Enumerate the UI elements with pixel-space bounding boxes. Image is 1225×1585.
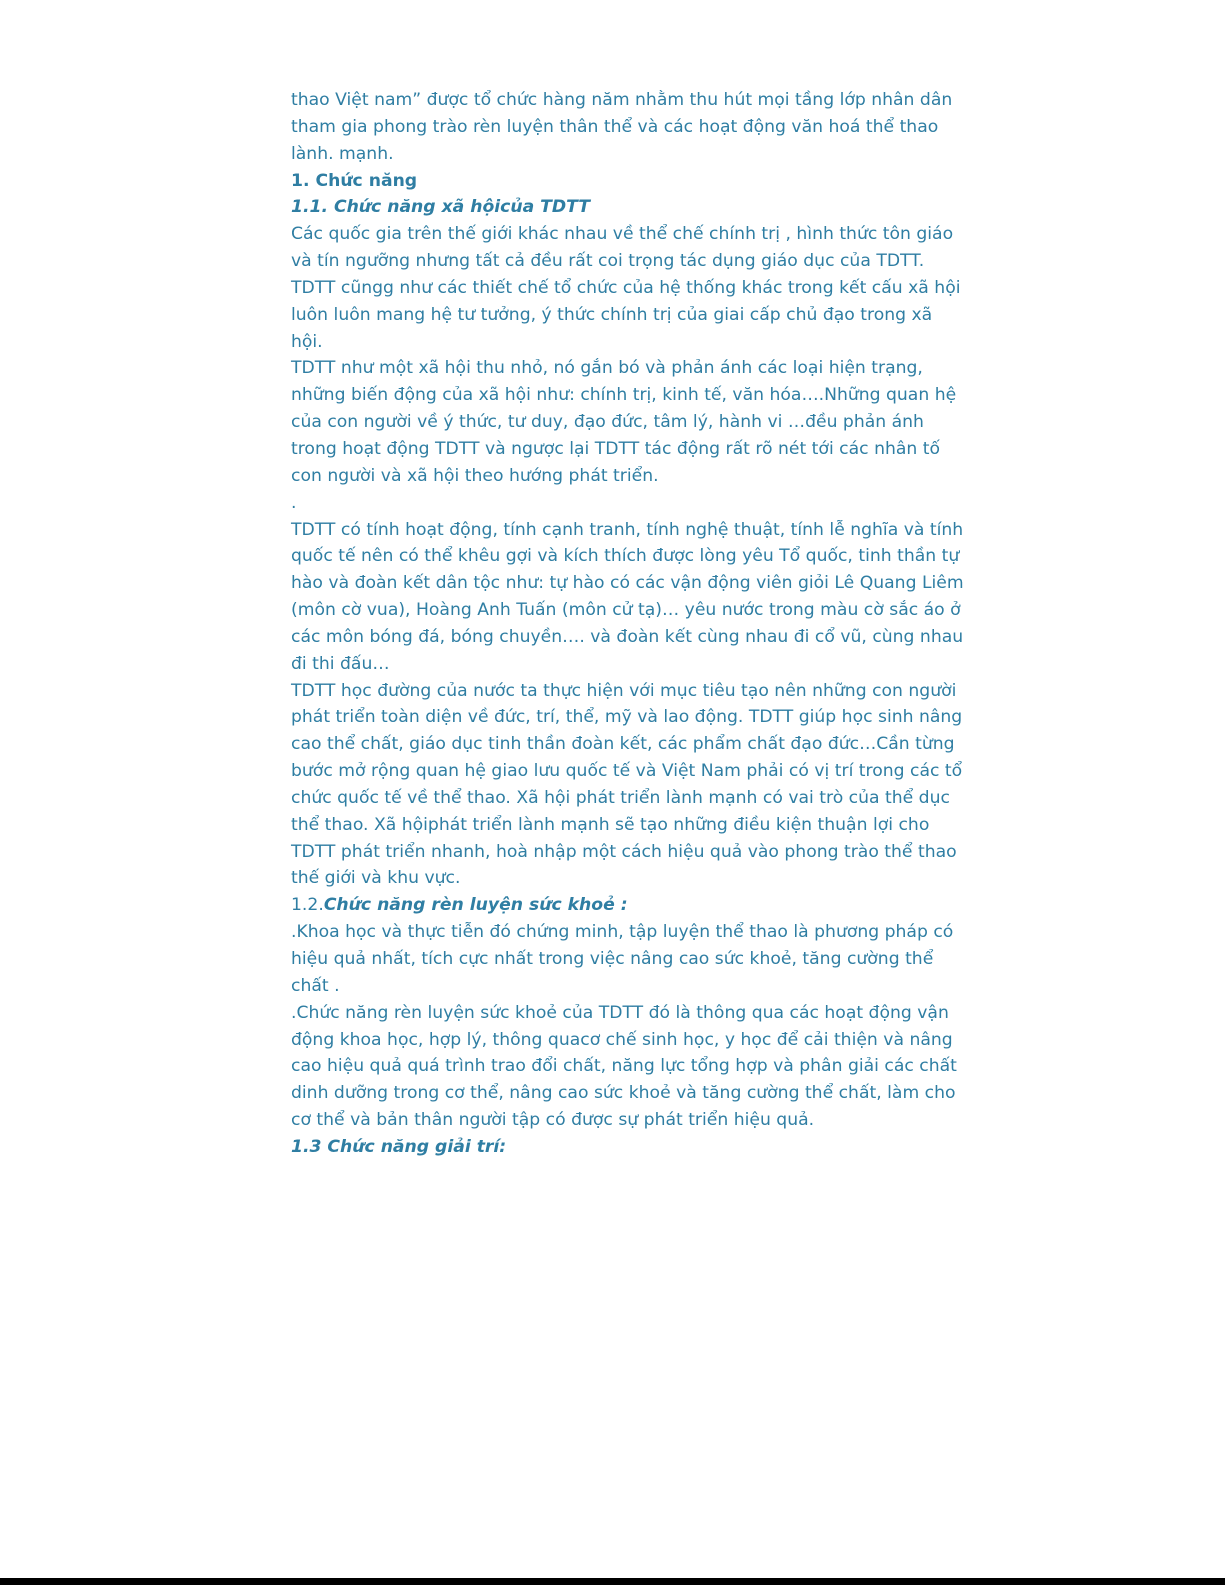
text-line: con người và xã hội theo hướng phát triển. (291, 465, 659, 486)
text-line: TDTT học đường của nước ta thực hiện với mục tiêu tạo nên những con người (291, 680, 957, 701)
text-line: trong hoạt động TDTT và ngược lại TDTT tác động rất rõ nét tới các nhân tố (291, 438, 941, 459)
paragraph-school-sports (291, 678, 971, 893)
text-line: và tín ngưỡng nhưng tất cả đều rất coi trọng tác dụng giáo dục của TDTT. (291, 251, 925, 272)
paragraph-science-practice (291, 919, 971, 1000)
paragraph-health-training (291, 1000, 971, 1134)
text-line: động khoa học, hợp lý, thông quacơ chế sinh học, y học để cải thiện và nâng (291, 1029, 953, 1050)
text-line: dinh dưỡng trong cơ thể, nâng cao sức khoẻ và tăng cường thể chất, làm cho (291, 1083, 956, 1104)
text-line: tham gia phong trào rèn luyện thân thể và các hoạt động văn hoá thể thao (291, 116, 939, 137)
text-line: những biến động của xã hội như: chính trị, kinh tế, văn hóa….Những quan hệ (291, 385, 957, 406)
text-line: TDTT có tính hoạt động, tính cạnh tranh, tính nghệ thuật, tính lễ nghĩa và tính (291, 519, 964, 540)
text-line: của con người về ý thức, tư duy, đạo đức, tâm lý, hành vi …đều phản ánh (291, 412, 924, 433)
text-line: hiệu quả nhất, tích cực nhất trong việc nâng cao sức khoẻ, tăng cường thể (291, 949, 934, 969)
paragraph-society-miniature (291, 355, 971, 489)
text-line: phát triển toàn diện về đức, trí, thể, mỹ và lao động. TDTT giúp học sinh nâng (291, 707, 963, 728)
text-line: thao Việt nam” được tổ chức hàng năm nhằm thu hút mọi tầng lớp nhân dân (291, 90, 953, 110)
text-line: đi thi đấu… (291, 653, 390, 674)
text-line: hội. (291, 331, 323, 352)
text-line: cao hiệu quả quá trình trao đổi chất, năng lực tổng hợp và phân giải các chất (291, 1056, 957, 1077)
bottom-border (0, 1578, 1225, 1585)
subsection-heading-entertainment-function: 1.3 Chức năng giải trí: (291, 1136, 507, 1157)
section-heading: 1. Chức năng (291, 170, 418, 191)
text-line: TDTT như một xã hội thu nhỏ, nó gắn bó và phản ánh các loại hiện trạng, (291, 358, 923, 379)
subsection-heading-health-function (291, 892, 971, 919)
text-line: luôn luôn mang hệ tư tưởng, ý thức chính trị của giai cấp chủ đạo trong xã (291, 304, 933, 325)
text-line: hào và đoàn kết dân tộc như: tự hào có các vận động viên giỏi Lê Quang Liêm (291, 573, 964, 594)
text-line: chức quốc tế về thể thao. Xã hội phát triển lành mạnh có vai trò của thể dục (291, 787, 950, 808)
text-line: Các quốc gia trên thế giới khác nhau về thể chế chính trị , hình thức tôn giáo (291, 224, 954, 245)
subsection-heading-social-function: 1.1. Chức năng xã hộicủa TDTT (291, 197, 591, 218)
text-line: TDTT cũngg như các thiết chế tổ chức của hệ thống khác trong kết cấu xã hội (291, 277, 961, 298)
paragraph-political-systems (291, 221, 971, 355)
text-line: các môn bóng đá, bóng chuyền…. và đoàn kết cùng nhau đi cổ vũ, cùng nhau (291, 626, 964, 647)
dot-line: . (291, 492, 297, 513)
subsection-number: 1.2. (291, 895, 324, 916)
text-line: cao thể chất, giáo dục tinh thần đoàn kết, các phẩm chất đạo đức…Cần từng (291, 734, 955, 755)
paragraph-patriotism (291, 517, 971, 678)
text-line: thể thao. Xã hộiphát triển lành mạnh sẽ tạo những điều kiện thuận lợi cho (291, 814, 930, 835)
text-line: bước mở rộng quan hệ giao lưu quốc tế và Việt Nam phải có vị trí trong các tổ (291, 761, 963, 782)
text-line: quốc tế nên có thể khêu gợi và kích thích được lòng yêu Tổ quốc, tinh thần tự (291, 546, 960, 567)
subsection-title: Chức năng rèn luyện sức khoẻ : (323, 895, 628, 916)
text-line: TDTT phát triển nhanh, hoà nhập một cách hiệu quả vào phong trào thể thao (291, 841, 957, 862)
text-line: .Chức năng rèn luyện sức khoẻ của TDTT đó là thông qua các hoạt động vận (291, 1002, 949, 1023)
text-line: lành. mạnh. (291, 143, 394, 164)
text-line: (môn cờ vua), Hoàng Anh Tuấn (môn cử tạ)… yêu nước trong màu cờ sắc áo ở (291, 600, 961, 621)
document-page (291, 87, 971, 1161)
intro-paragraph (291, 87, 971, 168)
text-line: .Khoa học và thực tiễn đó chứng minh, tập luyện thể thao là phương pháp có (291, 922, 954, 943)
text-line: thế giới và khu vực. (291, 868, 461, 889)
text-line: chất . (291, 975, 340, 996)
text-line: cơ thể và bản thân người tập có được sự phát triển hiệu quả. (291, 1110, 815, 1131)
